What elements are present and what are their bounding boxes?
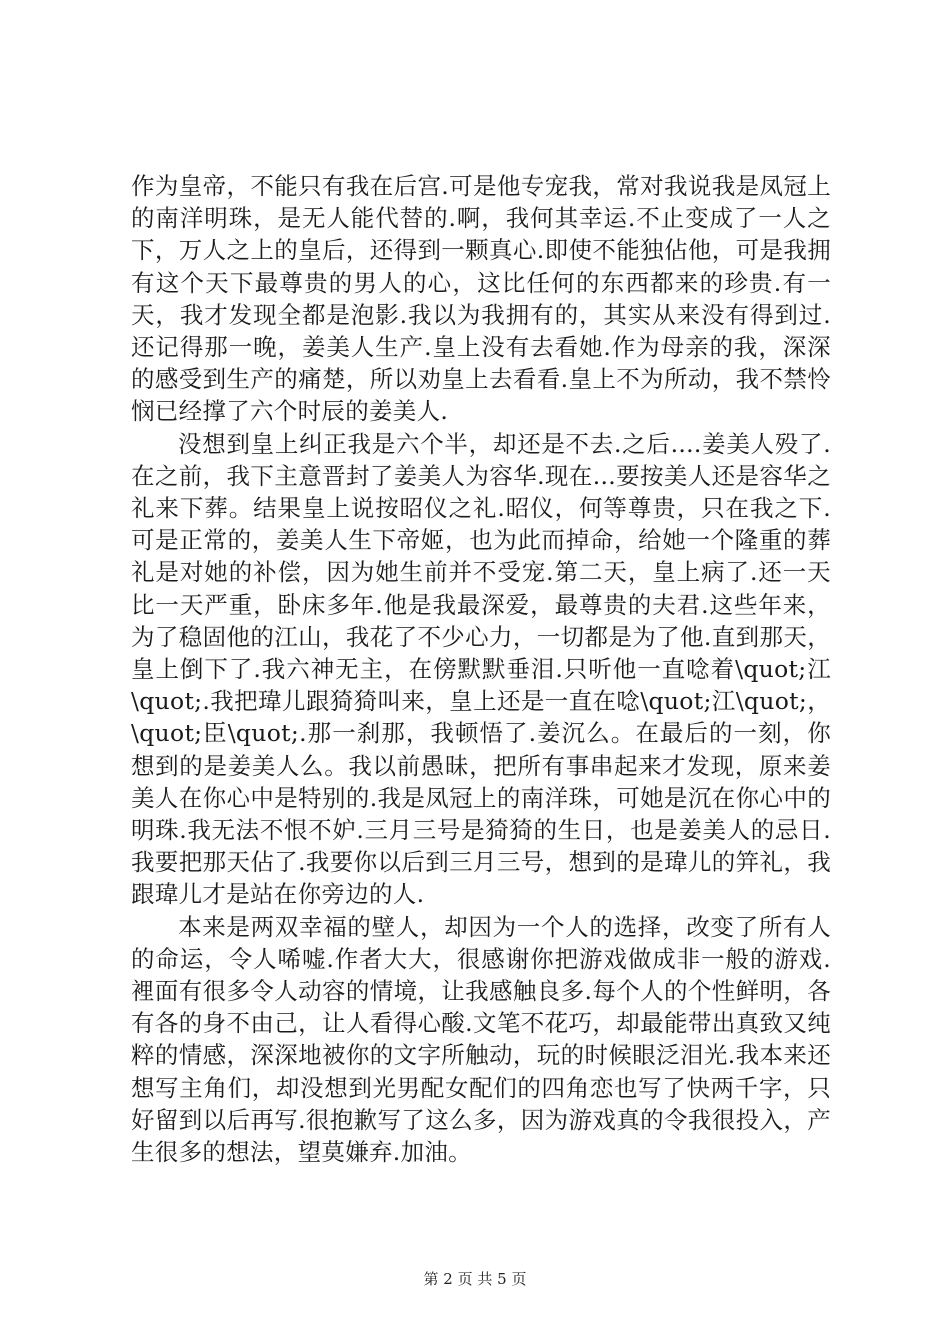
paragraph-3: 本来是两双幸福的壁人，却因为一个人的选择，改变了所有人的命运，令人唏嘘.作者大大，很感谢你把游戏做成非一般的游戏.裡面有很多令人动容的情境，让我感触良多.每个人的个性鲜明，各有各的身不由己，让人看得心酸.文笔不花巧，却最能带出真致又纯粹的情感，深深地被你的文字所触动，玩的时候眼泛泪光.我本来还想写主角们，却没想到光男配女配们的四角恋也写了快两千字，只好留到以后再写.很抱歉写了这么多，因为游戏真的令我很投入，产生很多的想法，望莫嫌弃.加油。 xyxy=(131,912,831,1167)
page-number-footer: 第 2 页 共 5 页 xyxy=(423,1270,527,1288)
paragraph-2: 没想到皇上纠正我是六个半，却还是不去.之后....姜美人殁了.在之前，我下主意晋封了姜美人为容华.现在...要按美人还是容华之礼来下葬。结果皇上说按昭仪之礼.昭仪，何等尊贵，只在我之下.可是正常的，姜美人生下帝姬，也为此而掉命，给她一个隆重的葬礼是对她的补偿，因为她生前并不受宠.第二天，皇上病了.还一天比一天严重，卧床多年.他是我最深爱，最尊贵的夫君.这些年来，为了稳固他的江山，我花了不少心力，一切都是为了他.直到那天，皇上倒下了.我六神无主，在傍默默垂泪.只听他一直唸着\quot;江\quot;.我把瑋儿跟猗猗叫来，皇上还是一直在唸\quot;江\quot;，\quot;臣\quot;.那一刹那，我顿悟了.姜沉么。在最后的一刻，你想到的是姜美人么。我以前愚昧，把所有事串起来才发现，原来姜美人在你心中是特别的.我是凤冠上的南洋珠，可她是沉在你心中的明珠.我无法不恨不妒.三月三号是猗猗的生日，也是姜美人的忌日.我要把那天佔了.我要你以后到三月三号，想到的是瑋儿的笄礼，我跟瑋儿才是站在你旁边的人. xyxy=(131,429,831,909)
body-text xyxy=(131,170,831,1168)
paragraph-1: 作为皇帝，不能只有我在后宫.可是他专宠我，常对我说我是凤冠上的南洋明珠，是无人能代替的.啊，我何其幸运.不止变成了一人之下，万人之上的皇后，还得到一颗真心.即使不能独佔他，可是我拥有这个天下最尊贵的男人的心，这比任何的东西都来的珍贵.有一天，我才发现全都是泡影.我以为我拥有的，其实从来没有得到过.还记得那一晚，姜美人生产.皇上没有去看她.作为母亲的我，深深的感受到生产的痛楚，所以劝皇上去看看.皇上不为所动，我不禁怜悯已经撑了六个时辰的姜美人. xyxy=(131,172,831,426)
